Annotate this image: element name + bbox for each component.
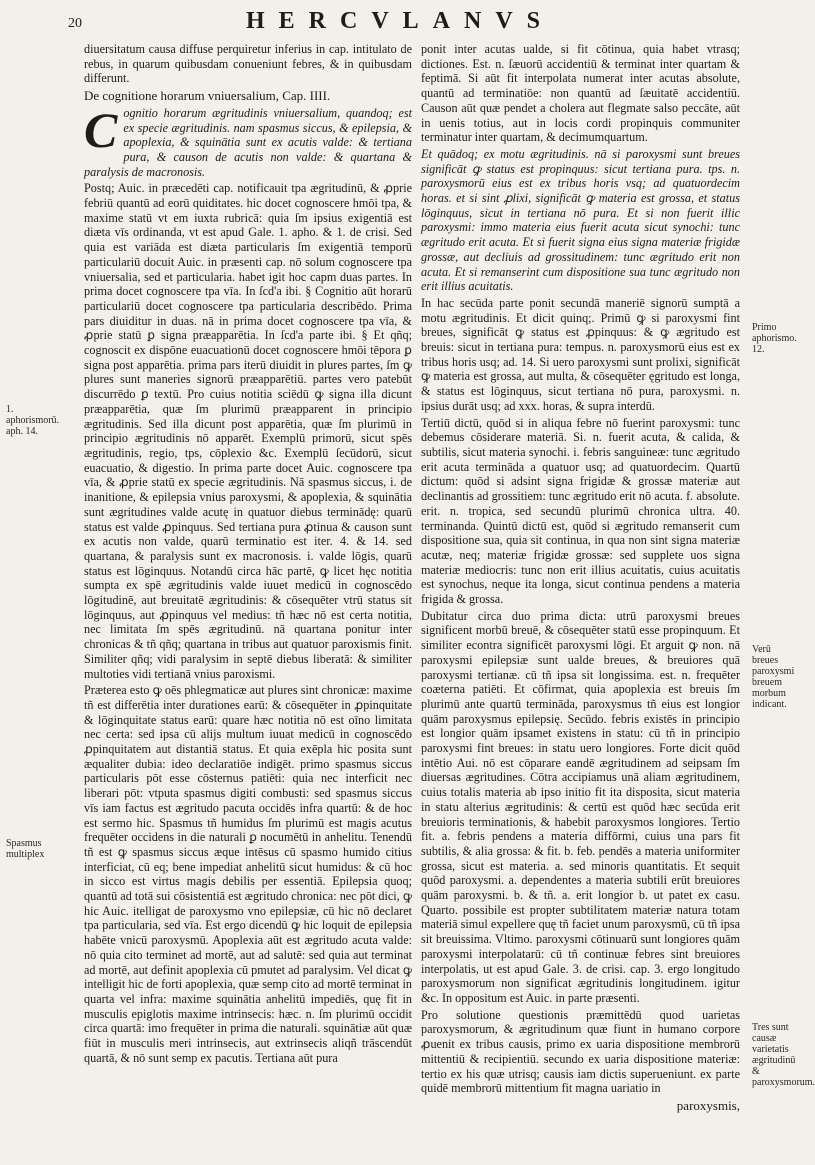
commentary-paragraph: ponit inter acutas ualde, si fit cōtinua, quia habet vtrasq; dictiones. Est. n. ſæuorū accidentiū & terminat inter quartam & feptimā. Si aūt fit interpolata numerat inter acutas absolute, quantū ad terminatiōe: non quantū ad ſæuitatē accidentiū. Causon aūt quæ pendet a cholera aut flegmate salso peccāte, aūt in uenis totius, aut in locis cordi propinquis communiter terminatur inter quartam, & decimumquartum. — [421, 42, 740, 145]
right-column — [421, 42, 740, 1114]
commentary-paragraph: Præterea esto ꝙ oēs phlegmaticæ aut plures sint chronicæ: maxime tñ est differētia inter durationes earū: & cōsequēter in ꝓpinquitate & lōginquitate status earū: quare hæc notitia nō est oīno limitata nec certa: sed ipsa cū alijs multum iuuat medicū in cognoscēdo ꝓpinquitatem aut distantiā status. Et quia exēpla hic posita sunt æqualiter dubia: ideo declaratiōe indigēt. primo spasmus siccus particularis pōt esse cōsternus patiēti: quia nec interficit nec liberari pōt: vtputa spasmus digiti combusti: sed spasmus siccus vīs iam factus est ægritudo pacuta occidēs infra quartū: & de hoc est sermo hic. Spasmus tñ humidus ſm plurimū est magis acutus frequēter occidens in die naturali ꝑ nocumētū in anhelitu. Tenendū tñ est ꝙ spasmus siccus æque intēsus cū spasmo humido citius interficiat, cū eq; bene impediat anhelitū sicut humidus: & cū hoc in sicco est virtus magis debilis per essentiā. Epilepsia quoq; quantū ad totā sui cōsistentiā est ægritudo chronica: nec pōt dici, ꝙ hic Auic. itelligat de paroxysmo vno epilepsiæ, cū hic nō declaret tpa particularia, sed vīa. Est ergo dicendū ꝙ hic loquit de epilepsia habēte vnicū paroxysmū. Apoplexia aūt est ægritudo acuta valde: nō quia cito terminet ad mortē, aut ad salutē: sed quia aut terminat ad mortē, aut definit apoplexia cū pmutet ad paralysim. Vel dicat ꝙ intelligit hic de forti apoplexia, quæ semp cito ad mortē terminat in quarta vel infra: maxime squinātia anhelitū impediēs, quę fit in musculis epiglotis maxime intrinsecis: hæc. n. ſm plurimū occidit circa quartā: imo frequēter in prima die naturali. squinātiæ aūt quæ fiūt in musculis meri intrinsecis, aut extrinsecis aliqñ trāscendūt quartā, & nō sunt semp ex pacutis. Tertiana aūt pura — [84, 683, 412, 1065]
page-header — [0, 4, 800, 34]
intro-paragraph: diuersitatum causa diffuse perquiretur inferius in cap. intitulato de rebus, in quarum quibusdam conueniunt febres, & in quibusdam differunt. — [84, 42, 412, 86]
text-paragraph: Et quādoq; ex motu ægritudinis. nā si paroxysmi sunt breues significāt ꝙ status est propinquus: sicut tertiana pura. tps. n. paroxysmorū eius est ex tribus horis vsq; ad quatuordecim horas. et si sint ꝓlixi, significāt ꝙ materia est grossa, et status lōginquus, sicut in tertiana nō pura. Et si non fuerit illic paroxysmi: immo materia eius fuerit acuta sicut synochi: tunc ægritudo erit acuta. Et si fuerit signa eius signa materiæ frigidæ grossæ, aut decliuis ad grossitudinem: tunc ægritudo erit non acuta. Et si remanserint cum dispositione sua tunc ægritudo non erit illius acuitatis. — [421, 146, 740, 294]
commentary-paragraph: Pro solutione questionis præmittēdū quod uarietas paroxysmorum, & ægritudinum quæ fiunt in humano corpore ꝓuenit ex tribus causis, primo ex uaria dispositione membrorū mittentiū & recipientiū. secundo ex uaria dispositione materiæ: tertio ex his quæ utrisq; causis iam dictis superueniunt. ex parte quidē membrorū mittentium fit magna uariatio in — [421, 1007, 740, 1096]
margin-note: Verū breues paroxysmi breuem morbum indicant. — [752, 644, 795, 710]
commentary-paragraph: Postq; Auic. in præcedēti cap. notificauit tpa ægritudinū, & ꝓprie febriū quantū ad eorū quiditates. hic docet cognoscere hmōi tpa, & maxime statū vt em iuxta rubricā: quia ſm ipsius exigentiā est diæta vīs ordinanda, vt est apud Gale. 1. apho. & 1. de crisi. Sed quia est variāda est diæta particularis ſm exigentiā temporū particulariū docuit Auic. in præsenti cap. nō solum cognoscere tpa vniuersalia, sed et particularia. habet igit hoc capm duas partes. In prima docet cognoscere tpa vīa. In ſcd'a ibi. § Cognitio aūt horarū particulariū docet cognoscere tpa particularia describēdo. Prima pars diuiditur in duas. nā in prima docet cognoscere tpa vīa, & ꝓprie statū ꝑ signa præapparētia. In ſcd'a parte ibi. § Et qñq; cognoscit ex dispōne euacuationū docet cognoscere hmōi tēpora ꝑ signa post apparētia. prima pars iterū diuidit in plures partes, ſm ꝙ plures sunt maneries signorū præapparētiū. partes vero patebūt discurrēdo ꝑ textū. Pro cuius notitia sciēdū ꝙ signa illa dicunt præapparētia, quæ ſm plurimū præapparent in principio ægritudinis. Sed illa dicunt post apparētia, quæ ſm plurimū in principio ægritudinis nō apparēt. Exemplū primorū, sicut spēs ægritudinis, regio, tps, cōplexio &c. Exemplū ſecūdorū, sicut euacuatio, & digestio. In prima parte docet Auic. cognoscere tpa vīa, & ꝓprie statū ex specie ægritudinis. Nā spasmus siccus, i. de inanitione, & epilepsia vnius paroxysmi, & apoplexia, & squinātia sunt ægritudines valde acutę in quatuor diebus terminādę: quarū status est valde ꝓpinquus. Sed tertiana pura ꝓtinua & causon sunt ex acutis non valde, quarū terminatio est iter. 4. & 14. sed quartana, & paralysis sunt ex macronosis. i. valde lōgis, quarū status est lōginquus. Notandū circa hāc partē, ꝙ licet hęc notitia sumpta ex spē ægritudinis valde iuuet medicū in cognoscēdo lōgitudinē, aut breuitatē ægritudinis: & cōsequēter vtrū status sit lōginquus, aut ꝓpinquus vel medius: tñ hæc nō est certa notitia, nec limitata ſm spēs ægritudinū. nā quartana ponitur inter chronicas & tñ qñq; quartana in tribus aut quatuor paroxismis finit. Similiter qñq; vidi paralysim in septē diebus liberatā: & similiter multoties vidi tertianā vnius paroxismi. — [84, 181, 412, 681]
margin-note: Spasmus multiplex — [6, 838, 45, 860]
catchword: paroxysmis, — [676, 1097, 740, 1113]
chapter-title: De cognitione horarum vniuersalium, Cap. IIII. — [84, 88, 331, 104]
margin-note: Tres sunt causæ varietatis ægritudinū & paroxysmorum. — [752, 1022, 815, 1088]
running-title: HERCVLANVS — [245, 8, 555, 34]
chapter-text-paragraph — [84, 101, 412, 180]
chapter-text: ognitio horarum ægritudinis vniuersalium, quandoq; est ex specie ægritudinis. nam spasmus siccus, & epilepsia, & apoplexia, & squinātia sunt ex acutis valde: & tertiana pura, & causon de acutis non valde: & quartana & paralysis de macronosis. — [84, 105, 412, 179]
drop-cap: C — [84, 101, 118, 158]
commentary-paragraph: Tertiū dictū, quōd si in aliqua febre nō fuerint paroxysmi: tunc debemus cōsiderare materiā. Si. n. fuerit acuta, & calida, & subtilis, sicut materia synochi. i. febris sanguineæ: tunc ægritudo erit acuta termināda a quatuor usq; ad quatuordecim. Quartū dictum: quōd si adsint signa frigidæ & grossæ materiæ aut declinantis ad grossitiem: tunc ægritudo erit nō acuta. f. absolute. erit. n. tropica, sed secundū plurimū chronica ultra. 40. terminanda. Quintū dictū est, quōd si ægritudo remanserit cum dispositione sua, quia sit continua, in qua non sint signa materiæ acutæ, neq; materiæ frigidæ grossæ: sed supplete uos signa materiæ mediocris: tunc non erit illius acuitatis, cuius acuitatis est synochus, neque ita longa, sicut continua pendens a materia frigida & grossa. — [421, 415, 740, 607]
commentary-paragraph: In hac secūda parte ponit secundā maneriē signorū sumptā a motu ægritudinis. Et dicit quinq;. Primū ꝙ si paroxysmi fint breues, significāt ꝙ status est ꝓpinquus: & ꝙ ægritudo est breuis: sicut in tertiana pura: tempus. n. paroxysmorū eius est ex tribus horis usq; ad. 14. Si uero paroxysmi sunt prolixi, significāt ꝙ materia est grossa, aut multa, & cōsequēter ęgritudo est longa, & status est lōginquus, sicut tertiana nō pura, paroxysmi. n. ipsius durāt usq; ad xxx. horas, & supra interdū. — [421, 295, 740, 413]
commentary-paragraph: Dubitatur circa duo prima dicta: utrū paroxysmi breues significent morbū breuē, & cōsequēter statū esse propinquum. Et similiter econtra significēt paroxysmi lōgi. Et arguit ꝙ non. nā paroxysmi epilepsiæ sunt ualde breues, & breuiores quā paroxysmi tertianæ. cū tñ ipsa sit longissima. est. n. frequēter coæterna patiēti. Et cōfirmat, quia apoplexia est breuis ſm plurimū ante quartū termināda, paroxysmus tñ eius est longior quām paroxysmus epilepsię. Secūdo. febris existēs in principio est longior quām ipsamet existens in statu: cū tñ in principio paroxysmi fint breues: in statu uero longiores. Forte dicit quōd intētio Aui. nō est cōparare eandē ægritudinem ad seipsam ſm diuersas ægritudines. Cōtra accipiamus unā aliam ægritudinem, cuius totalis materia ab ipso initio fit ita disposita, sicut materia in statu alterius ægritudinis: & certū est quōd hæc secūda erit breuioris terminationis, & habebit paroxysmos longiores. Tertio fit. a. febris pendens a materia diffōrmi, cuius una pars fit subtilis, & alia grossa: & fit. b. feb. pendēs a materia uniformiter grossa, sicut est materia. a. sed minoris quantitatis. Et sequit quōd paroxysmi. a. dependentes a materia subtili erūt breuiores quām paroxysmi. b. & tñ. a. erit longior b. ut patet ex casu. Quarto. possibile est propter subtilitatem materiæ natura totam materiā simul expellere quę tñ faciet unum paroxysmū, cū tñ ipsa sit breuissima. Vltimo. paroxysmi cōtinuarū sunt longiores quām paroxysmi interpolatarū: cū tñ continuæ febres sint breuiores interpolatis, ut est apud Gale. 3. de crisi. cap. 3. ergo longitudo paroxysmorum non significat ægritudinis longitudinem. igitur &c. In oppositum est Auic. in parte præsenti. — [421, 608, 740, 1005]
left-column — [84, 42, 412, 1068]
margin-note: Primo aphorismo. 12. — [752, 322, 797, 355]
page-number: 20 — [68, 16, 82, 31]
margin-note: 1. aphorismorū. aph. 14. — [6, 404, 60, 437]
